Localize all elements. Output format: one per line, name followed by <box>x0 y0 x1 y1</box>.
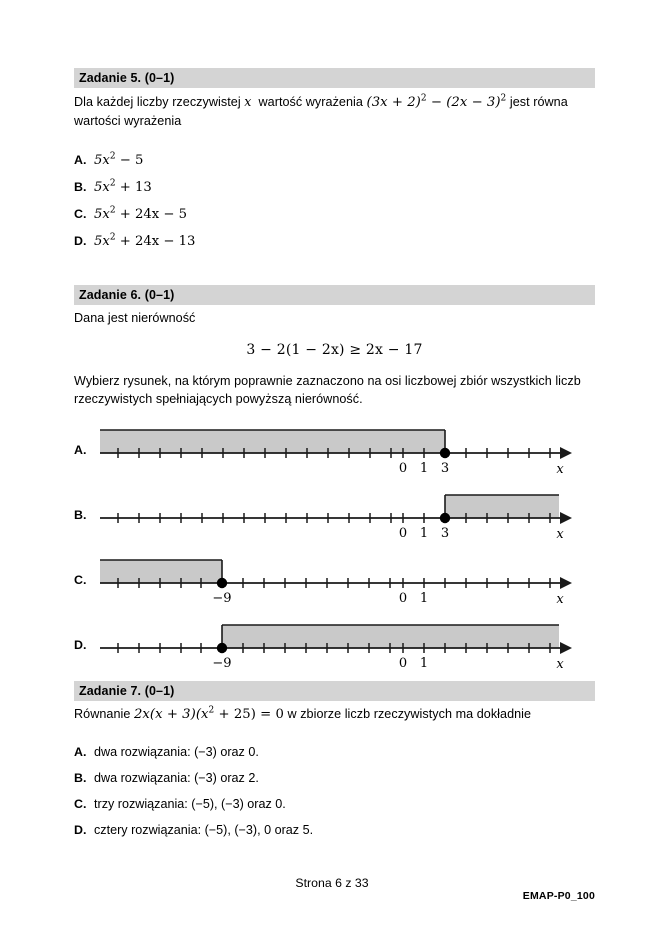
option-text <box>94 234 195 249</box>
axis-label-x: x <box>556 527 564 542</box>
tick-label-1: 1 <box>419 461 429 476</box>
task-5-expr-b: (2x − 3) <box>446 95 501 111</box>
task-5-option-a[interactable] <box>74 153 595 168</box>
option-base: 5x <box>94 233 110 249</box>
task-5-options <box>74 153 595 249</box>
figure-letter: C. <box>74 573 87 587</box>
option-text <box>94 153 143 168</box>
task-5-expr-b-exponent: 2 <box>500 93 507 104</box>
task-6-figure-d[interactable] <box>74 618 595 683</box>
task-7-prompt-pre: Równanie <box>74 707 131 722</box>
task-5-expr-a-exponent: 2 <box>420 93 427 104</box>
axis-arrow <box>560 447 572 459</box>
task-7-header <box>74 681 595 701</box>
task-7-number: Zadanie 7. <box>79 684 142 698</box>
tick-label-1: 1 <box>419 526 429 541</box>
task-5-option-b[interactable] <box>74 180 595 195</box>
option-text: dwa rozwiązania: (−3) oraz 2. <box>94 771 259 786</box>
option-text: trzy rozwiązania: (−5), (−3) oraz 0. <box>94 797 286 812</box>
tick-label-neg9: −9 <box>212 656 232 671</box>
number-line-b <box>98 488 573 544</box>
endpoint-dot <box>217 578 227 588</box>
figure-letter: A. <box>74 443 87 457</box>
option-letter: B. <box>74 771 87 786</box>
number-line-c <box>98 553 573 609</box>
task-7-option-a[interactable] <box>74 745 595 759</box>
task-6-inequality: 3 − 2(1 − 2x) ≥ 2x − 17 <box>246 342 423 359</box>
task-6-figure-c[interactable] <box>74 553 595 618</box>
option-letter: A. <box>74 152 87 167</box>
task-6-header <box>74 285 595 305</box>
option-text: cztery rozwiązania: (−5), (−3), 0 oraz 5. <box>94 823 314 838</box>
axis-label-x: x <box>556 657 564 672</box>
tick-label-0: 0 <box>398 461 408 476</box>
task-6-block <box>74 285 595 683</box>
endpoint-dot <box>440 513 450 523</box>
task-7-equation-a: 2x(x + 3)(x <box>133 707 209 723</box>
task-5-block <box>74 68 595 261</box>
number-line-d <box>98 618 573 674</box>
tick-label-0: 0 <box>398 526 408 541</box>
tick-label-3: 3 <box>440 526 450 541</box>
option-base: 5x <box>94 152 110 168</box>
task-7-option-b[interactable] <box>74 771 595 785</box>
option-exponent: 2 <box>109 178 116 189</box>
option-text <box>94 207 187 222</box>
task-7-option-d[interactable] <box>74 823 595 837</box>
task-5-option-d[interactable] <box>74 234 595 249</box>
task-7-prompt <box>74 706 595 725</box>
endpoint-dot <box>217 643 227 653</box>
option-exponent: 2 <box>109 151 116 162</box>
task-7-option-c[interactable] <box>74 797 595 811</box>
option-tail: + 13 <box>115 179 152 195</box>
task-6-figure-a[interactable] <box>74 423 595 488</box>
tick-label-1: 1 <box>419 591 429 606</box>
task-7-equation <box>134 707 284 722</box>
option-tail: + 24x − 5 <box>115 206 188 222</box>
task-6-points: (0–1) <box>144 288 175 302</box>
option-letter: A. <box>74 745 87 760</box>
axis-arrow <box>560 512 572 524</box>
task-5-prompt-variable: x <box>244 94 252 110</box>
option-letter: C. <box>74 206 87 221</box>
option-letter: D. <box>74 823 87 838</box>
tick-label-3: 3 <box>440 461 450 476</box>
task-6-number: Zadanie 6. <box>79 288 142 302</box>
option-base: 5x <box>94 206 110 222</box>
task-5-number: Zadanie 5. <box>79 71 142 85</box>
task-6-prompt-line2: Wybierz rysunek, na którym poprawnie zaznaczono na osi liczbowej zbiór wszystkich liczb rzeczywistych spełniających powyższą nierówność. <box>74 374 581 407</box>
shaded-region <box>445 495 559 518</box>
axis-label-x: x <box>556 592 564 607</box>
footer-exam-code: EMAP-P0_100 <box>522 890 595 902</box>
task-5-points: (0–1) <box>144 71 175 85</box>
task-6-prompt-line1: Dana jest nierówność <box>74 311 196 326</box>
option-letter: C. <box>74 797 87 812</box>
figure-letter: D. <box>74 638 87 652</box>
option-base: 5x <box>94 179 110 195</box>
task-6-figures <box>74 423 595 683</box>
task-7-equation-b: + 25) = 0 <box>214 707 284 723</box>
task-6-figure-b[interactable] <box>74 488 595 553</box>
tick-label-neg9: −9 <box>212 591 232 606</box>
task-5-option-c[interactable] <box>74 207 595 222</box>
option-exponent: 2 <box>109 232 116 243</box>
option-tail: + 24x − 13 <box>115 233 196 249</box>
task-5-prompt <box>74 93 595 131</box>
task-5-expression <box>367 95 507 110</box>
task-7-options <box>74 745 595 837</box>
task-7-prompt-post: w zbiorze liczb rzeczywistych ma dokładnie <box>287 707 532 722</box>
option-text <box>94 180 152 195</box>
number-line-a <box>98 423 573 479</box>
task-7-equation-exponent: 2 <box>208 705 215 716</box>
task-7-points: (0–1) <box>144 684 175 698</box>
task-5-expr-a: (3x + 2) <box>366 95 421 111</box>
option-letter: B. <box>74 179 87 194</box>
tick-label-0: 0 <box>398 591 408 606</box>
task-7-block <box>74 681 595 849</box>
option-exponent: 2 <box>109 205 116 216</box>
option-tail: − 5 <box>115 152 144 168</box>
tick-label-0: 0 <box>398 656 408 671</box>
task-5-prompt-pre: Dla każdej liczby rzeczywistej <box>74 95 241 110</box>
axis-label-x: x <box>556 462 564 477</box>
task-5-expr-minus: − <box>426 95 447 111</box>
task-5-prompt-mid: wartość wyrażenia <box>258 95 363 110</box>
task-5-prompt-line2: wartości wyrażenia <box>74 114 182 129</box>
footer-page-number: Strona 6 z 33 <box>295 876 369 890</box>
option-text: dwa rozwiązania: (−3) oraz 0. <box>94 745 259 760</box>
axis-arrow <box>560 642 572 654</box>
endpoint-dot <box>440 448 450 458</box>
task-5-prompt-post: jest równa <box>509 95 568 110</box>
figure-letter: B. <box>74 508 87 522</box>
axis-arrow <box>560 577 572 589</box>
tick-label-1: 1 <box>419 656 429 671</box>
option-letter: D. <box>74 233 87 248</box>
shaded-region <box>100 430 445 453</box>
task-5-header <box>74 68 595 88</box>
